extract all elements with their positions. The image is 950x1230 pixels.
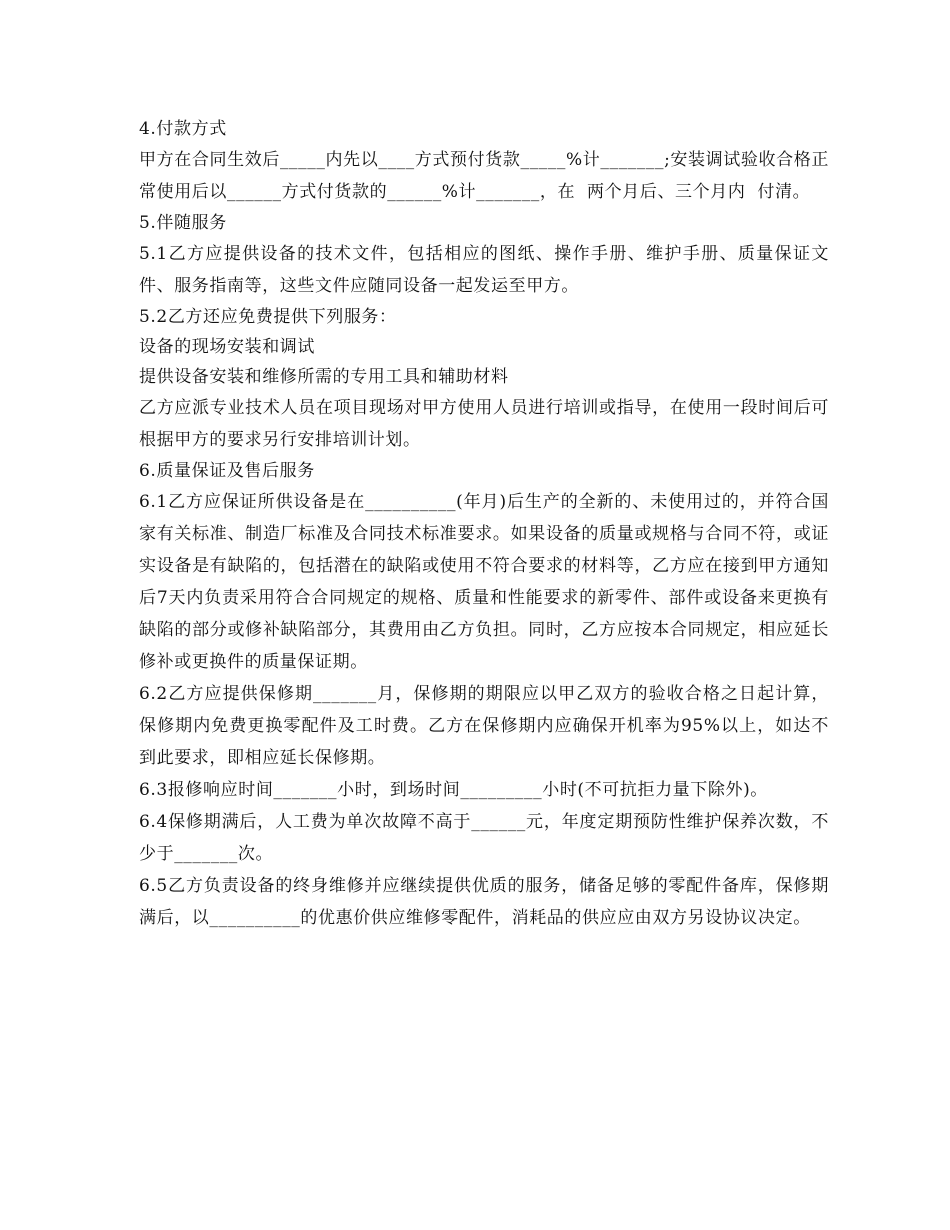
heading-accompanying-services: 5.伴随服务 (139, 213, 227, 233)
paragraph-quality-guarantee: 6.1乙方应保证所供设备是在__________(年月)后生产的全新的、未使用过的，并符合国家有关标准、制造厂标准及合同技术标准要求。如果设备的质量或规格与合同不符，或证实设备是有缺陷的，包括潜在的缺陷或使用不符合要求的材料等，乙方应在接到甲方通知后7天内负责采用符合合同规定的规格、质量和性能要求的新零件、部件或设备来更换有缺陷的部分或修补缺陷部分，其费用由乙方负担。同时，乙方应按本合同规定，相应延长修补或更换件的质量保证期。 (139, 492, 829, 672)
paragraph-technical-documents: 5.1乙方应提供设备的技术文件，包括相应的图纸、操作手册、维护手册、质量保证文件、服务指南等，这些文件应随同设备一起发运至甲方。 (139, 244, 829, 296)
paragraph-payment-terms: 甲方在合同生效后_____内先以____方式预付货款_____%计_______;安装调试验收合格正常使用后以______方式付货款的______%计_______，在 两个月后、三个月内 付清。 (139, 150, 829, 202)
paragraph-response-time: 6.3报修响应时间_______小时，到场时间_________小时(不可抗拒力量下除外)。 (139, 780, 768, 800)
heading-payment-method: 4.付款方式 (139, 119, 227, 139)
paragraph-lifetime-maintenance: 6.5乙方负责设备的终身维修并应继续提供优质的服务，储备足够的零配件备库，保修期满后，以__________的优惠价供应维修零配件，消耗品的供应应由双方另设协议决定。 (139, 876, 829, 928)
list-item-tools-materials: 提供设备安装和维修所需的专用工具和辅助材料 (139, 367, 509, 387)
paragraph-free-services-intro: 5.2乙方还应免费提供下列服务： (139, 307, 397, 327)
heading-quality-warranty: 6.质量保证及售后服务 (139, 461, 315, 481)
paragraph-post-warranty-cost: 6.4保修期满后，人工费为单次故障不高于______元，年度定期预防性维护保养次数，不少于_______次。 (139, 812, 829, 864)
paragraph-warranty-period: 6.2乙方应提供保修期_______月，保修期的期限应以甲乙双方的验收合格之日起计算，保修期内免费更换零配件及工时费。乙方在保修期内应确保开机率为95%以上，如达不到此要求，即相应延长保修期。 (139, 684, 829, 768)
paragraph-training: 乙方应派专业技术人员在项目现场对甲方使用人员进行培训或指导，在使用一段时间后可根据甲方的要求另行安排培训计划。 (139, 398, 829, 450)
list-item-installation: 设备的现场安装和调试 (139, 337, 315, 357)
document-body (139, 114, 829, 934)
